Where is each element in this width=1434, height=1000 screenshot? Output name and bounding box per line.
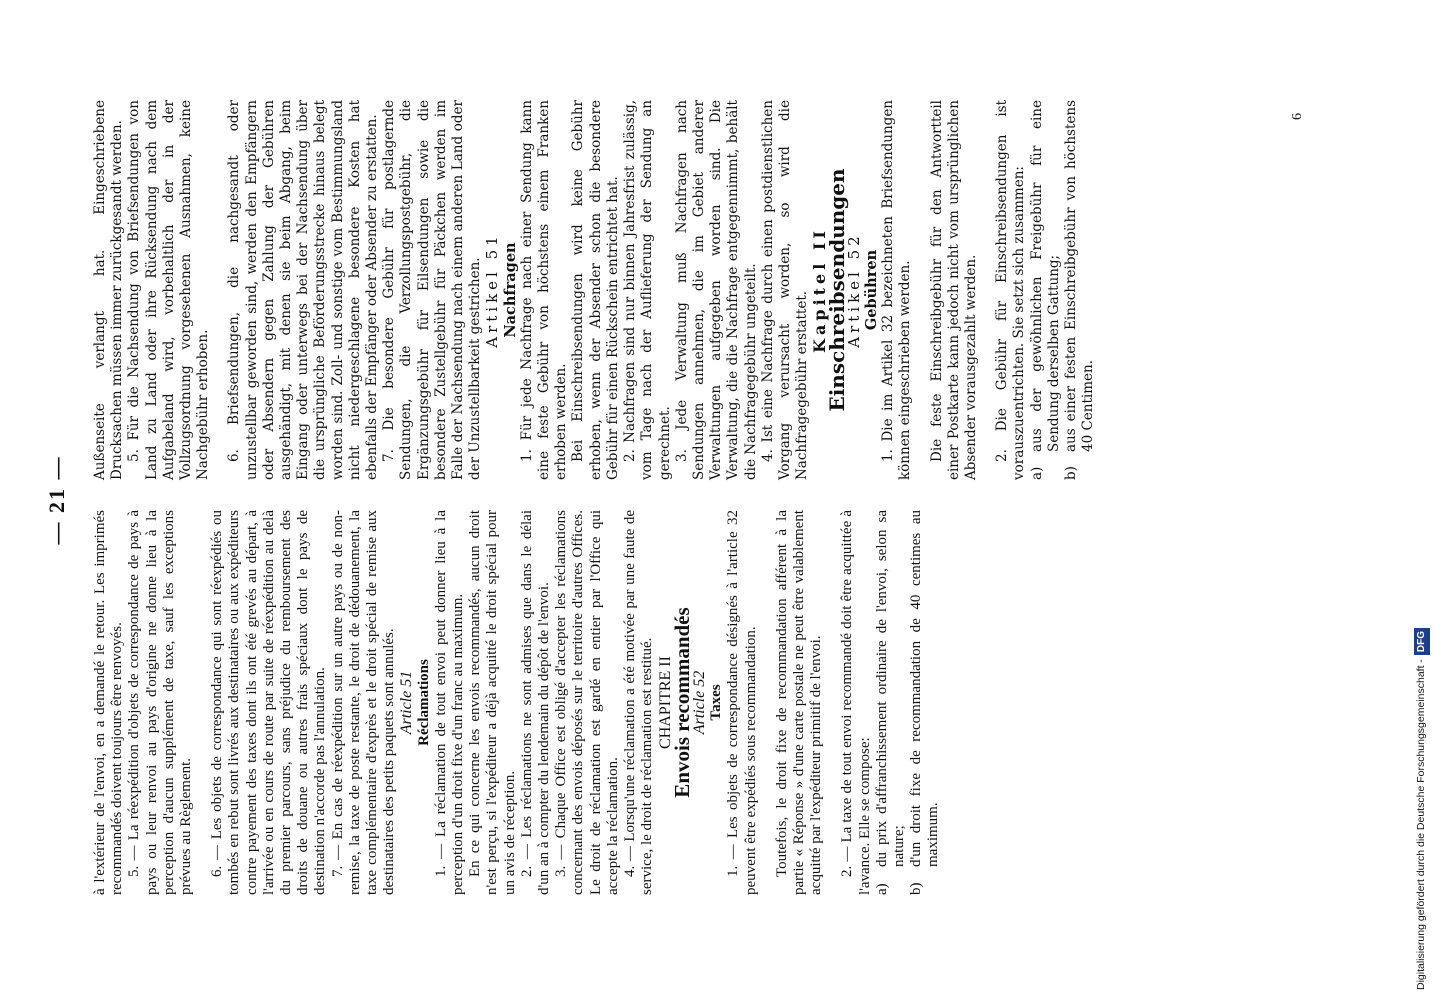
- fr-article-52-subtitle: Taxes: [708, 684, 725, 721]
- de-paragraph-7: 7. Die besondere Gebühr für postlagernde Sendungen, die Verzollungspostgebühr, die Ergänzungsgebühr für Eilsendungen sowie die besondere Zustellgebühr für Päckchen werden im Falle der Nachsendung nach einem anderen Land oder der Unzustellbarkeit gestrichen.: [381, 100, 484, 480]
- de-intro-paragraph: Außenseite verlangt hat. Eingeschriebene Drucksachen müssen immer zurückgesandt werden.: [92, 100, 126, 480]
- de-item-a-text: aus der gewöhnlichen Freigebühr für eine Sendung derselben Gattung;: [1028, 100, 1062, 452]
- fr-chapter-label: CHAPITRE II: [656, 656, 674, 749]
- footer-signature-number: 6: [1290, 113, 1305, 120]
- de-article-51-subtitle: Nachfragen: [501, 242, 519, 338]
- de-article-52-title: Artikel 52: [844, 232, 863, 348]
- de-art51-p3: 3. Jede Verwaltung muß Nachfragen nach Sendungen annehmen, die im Gebiet anderer Verwaltungen aufgegeben worden sind. Die Verwaltung, die die Nachfrage entgegennimmt, behält die Nachfragegebühr ungeteilt.: [673, 100, 759, 480]
- de-article-51-title: Artikel 51: [483, 232, 502, 348]
- fr-article-51-title: Article 51: [398, 670, 416, 735]
- de-art51-p4: 4. Ist eine Nachfrage durch einen postdienstlichen Vorgang verursacht worden, so wird die Nachfragegebühr erstattet.: [759, 100, 811, 480]
- de-art51-p1b: Bei Einschreibsendungen wird keine Gebühr erhoben, wenn der Absender schon die besondere Gebühr für einen Rückschein entrichtet hat.: [570, 100, 621, 480]
- german-column: [92, 100, 1097, 480]
- fr-art52-p1: 1. — Les objets de correspondance désignés à l'article 32 peuvent être expédiés sous recommandation.: [725, 510, 759, 895]
- de-paragraph-5: 5. Für die Nachsendung von Briefsendungen von Land zu Land oder ihre Rücksendung nach dem Aufgabeland wird, vorbehaltlich der in der Vollzugsordnung vorgesehenen Ausnahmen, keine Nachgebühr erhoben.: [126, 100, 212, 480]
- fr-art52-p2: 2. — La taxe de tout envoi recommandé doit être acquittée à l'avance. Elle se compose:: [839, 510, 873, 895]
- fr-art51-p2: 2. — Les réclamations ne sont admises que dans le délai d'un an à compter du lendemain du dépôt de l'envoi.: [518, 510, 553, 895]
- fr-paragraph-5: 5. — La réexpédition d'objets de correspondance de pays à pays ou leur renvoi au pays d'origine ne donne lieu à la perception d'aucun supplément de taxe, sauf les exceptions prévues au Règlement.: [126, 510, 195, 895]
- fr-article-52-title: Article 52: [690, 670, 708, 735]
- de-item-b-label: b): [1062, 466, 1079, 480]
- fr-art52-p1b: Toutefois, le droit fixe de recommandation afférent à la partie « Réponse » d'une carte postale ne peut être valablement acquitté par l'expéditeur primitif de l'envoi.: [773, 510, 825, 895]
- fr-art52-item-a: [874, 510, 908, 895]
- fr-art51-p1: 1. — La réclamation de tout envoi peut donner lieu à la perception d'un droit fixe d'un franc au maximum.: [432, 510, 467, 895]
- de-paragraph-6: 6. Briefsendungen, die nachgesandt oder unzustellbar geworden sind, werden den Empfängern oder Absendern gegen Zahlung der Gebühren ausgehändigt, mit denen sie beim Abgang, beim Eingang oder unterwegs bei der Nachsendung über die ursprüngliche Beförderungsstrecke hinaus belegt worden sind. Zoll- und sonstige vom Bestimmungsland nicht niedergeschlagene besondere Kosten hat ebenfalls der Empfänger oder Absender zu erstatten.: [226, 100, 381, 480]
- credit-text: Digitalisierung gefördert durch die Deutsche Forschungsgemeinschaft -: [1415, 659, 1427, 990]
- fr-paragraph-6: 6. — Les objets de correspondance qui sont réexpédiés ou tombés en rebut sont livrés aux destinataires ou aux expéditeurs contre payement des taxes dont ils ont été grevés au départ, à l'arrivée ou en cours de route par suite de réexpédition au delà du premier parcours, sans préjudice du remboursement des droits de douane ou autres frais spéciaux dont le pays de destination n'accorde pas l'annulation.: [209, 510, 329, 895]
- de-art52-p2: 2. Die Gebühr für Einschreibsendungen ist vorauszuentrichten. Sie setzt sich zusammen:: [994, 100, 1028, 480]
- de-art52-item-a: [1029, 100, 1063, 480]
- fr-art51-p1b: En ce qui concerne les envois recommandés, aucun droit n'est perçu, si l'expéditeur a déjà acquitté le droit spécial pour un avis de réception.: [467, 510, 518, 895]
- fr-item-b-text: d'un droit fixe de recommandation de 40 centimes au maximum.: [908, 510, 942, 867]
- de-item-a-label: a): [1028, 466, 1045, 480]
- digitization-credit: [1413, 8, 1429, 992]
- page-number: — 21 —: [44, 455, 69, 545]
- fr-art51-p4: 4. — Lorsqu'une réclamation a été motivée par une faute de service, le droit de réclamation est restitué.: [622, 510, 656, 895]
- de-art51-p2: 2. Nachfragen sind nur binnen Jahresfrist zulässig, vom Tage nach der Auflieferung der Sendung an gerechnet.: [622, 100, 673, 480]
- de-item-b-text: aus einer festen Einschreibgebühr von höchstens 40 Centimen.: [1062, 100, 1097, 452]
- de-chapter-label: Kapitel II: [810, 227, 830, 353]
- de-art51-p1: 1. Für jede Nachfrage nach einer Sendung kann eine feste Gebühr von höchstens einem Franken erhoben werden.: [518, 100, 570, 480]
- fr-article-51-subtitle: Réclamations: [415, 659, 432, 746]
- fr-chapter-title: Envois recommandés: [669, 607, 694, 798]
- de-art52-p1: 1. Die im Artikel 32 bezeichneten Briefsendungen können eingeschrieben werden.: [880, 100, 914, 480]
- fr-art52-item-b: [908, 510, 942, 895]
- fr-item-a-label: a): [873, 883, 890, 895]
- de-chapter-title: Einschreibsendungen: [824, 168, 849, 412]
- fr-item-a-text: du prix d'affranchissement ordinaire de l'envoi, selon sa nature;: [873, 510, 907, 867]
- french-column: [92, 510, 943, 895]
- fr-art51-p3: 3. — Chaque Office est obligé d'accepter les réclamations concernant des envois déposés sur le territoire d'autres Offices. Le droit de réclamation est gardé en entier par l'Office qui accepte la réclamation.: [553, 510, 621, 895]
- fr-item-b-label: b): [908, 882, 925, 895]
- de-article-52-subtitle: Gebühren: [862, 249, 880, 331]
- fr-paragraph-7: 7. — En cas de réexpédition sur un autre pays ou de non-remise, la taxe de poste restante, le droit de dédouanement, la taxe complémentaire d'exprès et le droit spécial de remise aux destinataires des petits paquets sont annulés.: [329, 510, 398, 895]
- dfg-logo: DFG: [1414, 628, 1430, 655]
- de-art52-p1b: Die feste Einschreibgebühr für den Antwortteil einer Postkarte kann jedoch nicht vom ursprünglichen Absender vorausgezahlt werden.: [928, 100, 979, 480]
- fr-intro-paragraph: à l'extérieur de l'envoi, en a demandé le retour. Les imprimés recommandés doivent toujours être renvoyés.: [92, 510, 126, 895]
- de-art52-item-b: [1063, 100, 1097, 480]
